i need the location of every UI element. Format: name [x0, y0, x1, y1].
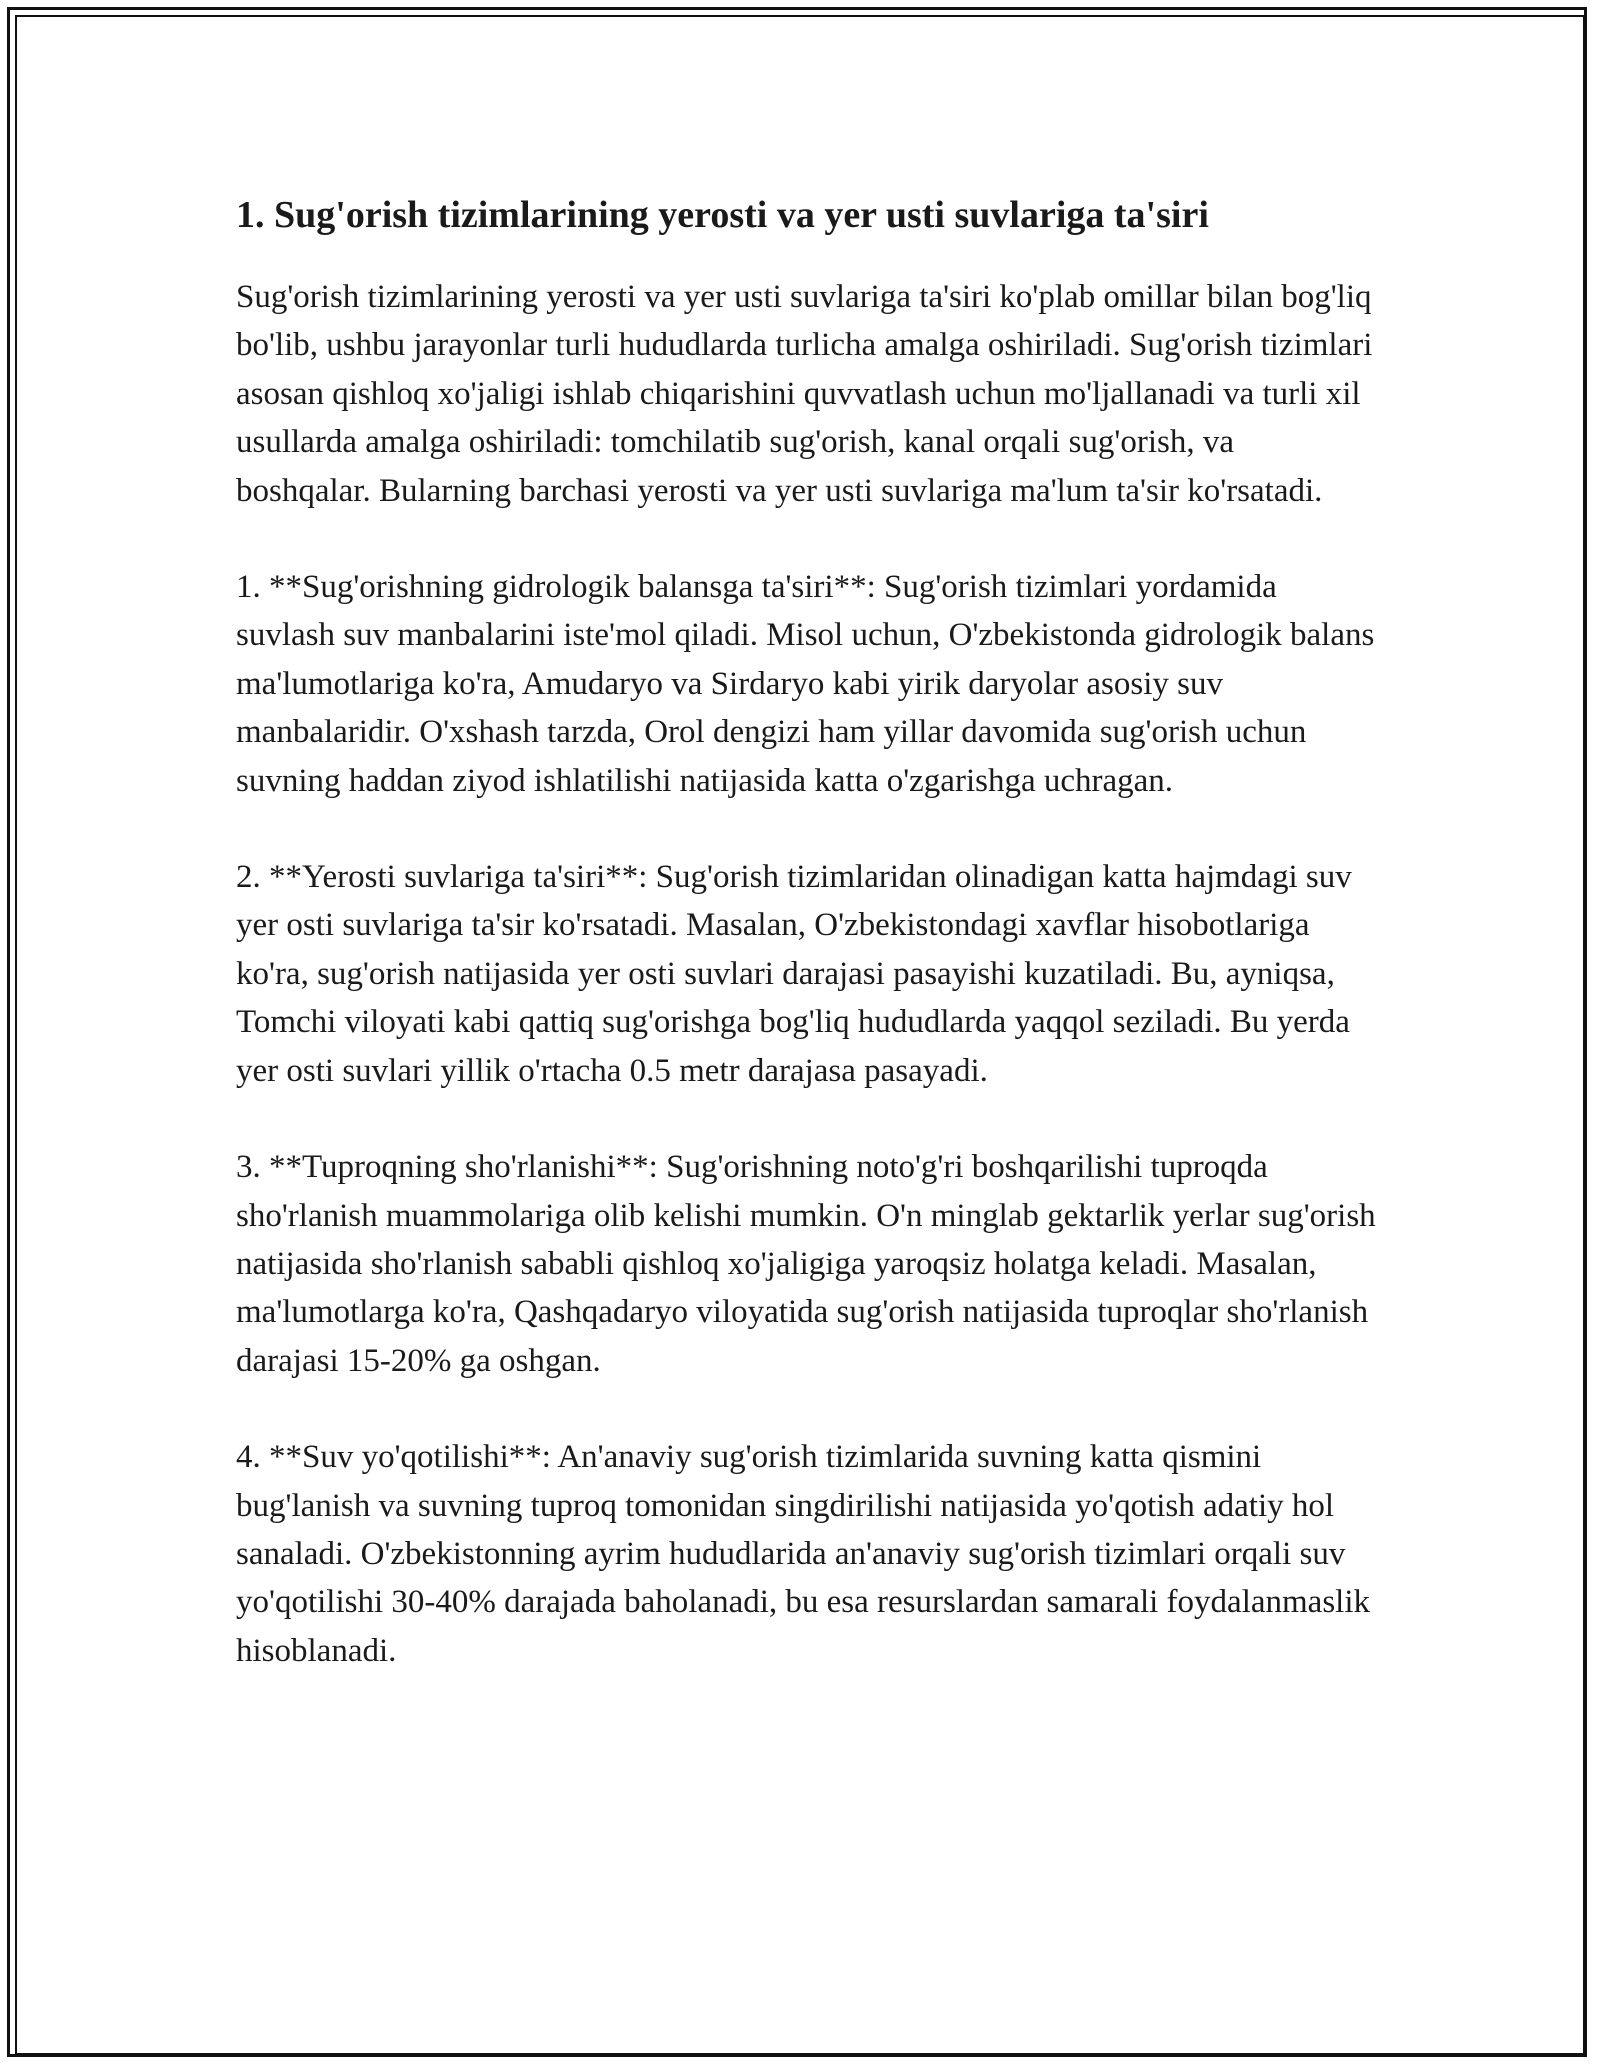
page-title: 1. Sug'orish tizimlarining yerosti va yer usti suvlariga ta'siri	[236, 194, 1209, 236]
paragraph-water-loss: 4. **Suv yo'qotilishi**: An'anaviy sug'orish tizimlarida suvning katta qismini bug'lanish va suvning tuproq tomonidan singdirilishi natijasida yo'qotish adatiy hol sanaladi. O'zbekistonning ayrim hududlarida an'anaviy sug'orish tizimlari orqali suv yo'qotilishi 30-40% darajada baholanadi, bu esa resurslardan samarali foydalanmaslik hisoblanadi.	[236, 1439, 1371, 1669]
paragraph-groundwater-impact: 2. **Yerosti suvlariga ta'siri**: Sug'orish tizimlaridan olinadigan katta hajmdagi suv yer osti suvlariga ta'sir ko'rsatadi. Masalan, O'zbekistondagi xavflar hisobotlariga ko'ra, sug'orish natijasida yer osti suvlari darajasi pasayishi kuzatiladi. Bu, ayniqsa, Tomchi viloyati kabi qattiq sug'orishga bog'liq hududlarda yaqqol seziladi. Bu yerda yer osti suvlari yillik o'rtacha 0.5 metr darajasa pasayadi.	[236, 859, 1352, 1089]
paragraph-hydrological-balance: 1. **Sug'orishning gidrologik balansga ta'siri**: Sug'orish tizimlari yordamida suvlash suv manbalarini iste'mol qiladi. Misol uchun, O'zbekistonda gidrologik balans ma'lumotlariga ko'ra, Amudaryo va Sirdaryo kabi yirik daryolar asosiy suv manbalaridir. O'xshash tarzda, Orol dengizi ham yillar davomida sug'orish uchun suvning haddan ziyod ishlatilishi natijasida katta o'zgarishga uchragan.	[236, 569, 1375, 799]
intro-paragraph: Sug'orish tizimlarining yerosti va yer usti suvlariga ta'siri ko'plab omillar bilan bog'liq bo'lib, ushbu jarayonlar turli hududlarda turlicha amalga oshiriladi. Sug'orish tizimlari asosan qishloq xo'jaligi ishlab chiqarishini quvvatlash uchun mo'ljallanadi va turli xil usullarda amalga oshiriladi: tomchilatib sug'orish, kanal orqali sug'orish, va boshqalar. Bularning barchasi yerosti va yer usti suvlariga ma'lum ta'sir ko'rsatadi.	[236, 279, 1373, 509]
paragraph-soil-salinization: 3. **Tuproqning sho'rlanishi**: Sug'orishning noto'g'ri boshqarilishi tuproqda sho'rlanish muammolariga olib kelishi mumkin. O'n minglab gektarlik yerlar sug'orish natijasida sho'rlanish sababli qishloq xo'jaligiga yaroqsiz holatga keladi. Masalan, ma'lumotlarga ko'ra, Qashqadaryo viloyatida sug'orish natijasida tuproqlar sho'rlanish darajasi 15-20% ga oshgan.	[236, 1149, 1376, 1379]
document-body	[236, 185, 1376, 1675]
